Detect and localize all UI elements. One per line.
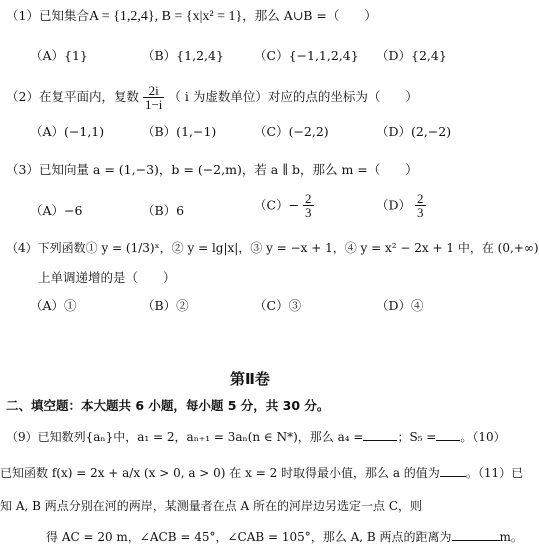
- section-header: 二、填空题：本大题共 6 小题，每小题 5 分，共 30 分。: [6, 398, 330, 413]
- q3-option-a: （A）−6: [30, 203, 83, 218]
- q3-option-d: [376, 192, 426, 219]
- q2-prefix: （2）在复平面内，复数: [6, 89, 139, 104]
- q10-end: 。（11）已: [465, 466, 524, 480]
- q4-option-c: （C）③: [254, 298, 302, 313]
- q11-stem-continued: [46, 528, 523, 545]
- q10-text: 已知函数 f(x) = 2x + a/x (x > 0, a > 0) 在 x = 2 时取得最小值，那么 a 的值为: [0, 466, 440, 480]
- q2-stem: [6, 84, 418, 111]
- q3-stem: （3）已知向量 a = (1,−3)，b = (−2,m)，若 a ∥ b，那么 m =（ ）: [6, 162, 418, 177]
- q1-prefix: （1）已知集合: [6, 8, 89, 23]
- q2-fraction-numerator: 2i: [143, 84, 164, 98]
- q1-option-d: （D）{2,4}: [376, 48, 447, 63]
- q11-text2: 得 AC = 20 m，∠ACB = 45°，∠CAB = 105°，那么 A, B 两点的距离为: [46, 530, 452, 544]
- q2-fraction-denominator: 1−i: [144, 97, 163, 112]
- q11-end: m。: [499, 530, 523, 544]
- q2-option-b: （B）(1,−1): [142, 124, 217, 139]
- q9-end: 。（10）: [460, 430, 506, 444]
- q3-option-c-denominator: 3: [305, 205, 312, 220]
- q4-option-b: （B）②: [142, 298, 189, 313]
- q3-option-d-denominator: 3: [417, 205, 424, 220]
- q4-stem-continued: 上单调递增的是（ ）: [38, 270, 176, 285]
- q9-text: （9）已知数列{aₙ}中，a₁ = 2，aₙ₊₁ = 3aₙ(n ∈ N*)，那么 a₄ =: [6, 430, 364, 444]
- q10-blank: [440, 464, 466, 477]
- q2-option-c: （C）(−2,2): [254, 124, 329, 139]
- q1-option-a: （A）{1}: [30, 48, 88, 63]
- q3-option-c-fraction: [303, 192, 314, 219]
- q11-stem: 知 A, B 两点分别在河的两岸，某测量者在点 A 所在的河岸边另选定一点 C，则: [0, 499, 423, 513]
- q4-option-a: （A）①: [30, 298, 77, 313]
- q1-ask: ，那么 A∪B =（ ）: [242, 8, 377, 23]
- q3-option-d-fraction: [415, 192, 426, 219]
- q3-option-d-numerator: 2: [417, 191, 424, 206]
- section-title: 第Ⅱ卷: [230, 370, 270, 388]
- q3-option-c-label: （C）−: [254, 197, 300, 213]
- q1-option-c: （C）{−1,1,2,4}: [254, 48, 359, 63]
- q3-option-c-numerator: 2: [305, 191, 312, 206]
- q4-option-d: （D）④: [376, 298, 424, 313]
- q1-sets: A = {1,2,4}, B = {x|x² = 1}: [88, 9, 243, 24]
- q3-option-b: （B）6: [142, 203, 185, 218]
- q10-stem: [0, 464, 523, 481]
- q11-blank: [452, 528, 500, 541]
- q4-stem: （4）下列函数① y = (1/3)ˣ，② y = lg|x|，③ y = −x + 1，④ y = x² − 2x + 1 中，在 (0,+∞): [6, 241, 539, 255]
- q2-fraction: [143, 84, 164, 111]
- q3-option-d-label: （D）: [376, 197, 412, 213]
- q1-stem: [6, 8, 377, 25]
- q9-stem: [6, 428, 506, 445]
- q3-option-c: [254, 192, 314, 219]
- q9-blank-s5: [436, 428, 460, 441]
- q2-suffix: （ i 为虚数单位）对应的点的坐标为（ ）: [168, 89, 418, 104]
- q9-blank-a4: [363, 428, 397, 441]
- q2-option-a: （A）(−1,1): [30, 124, 105, 139]
- q1-option-b: （B）{1,2,4}: [142, 48, 224, 63]
- q9-mid: ；S₅ =: [397, 430, 437, 444]
- q2-option-d: （D）(2,−2): [376, 124, 452, 139]
